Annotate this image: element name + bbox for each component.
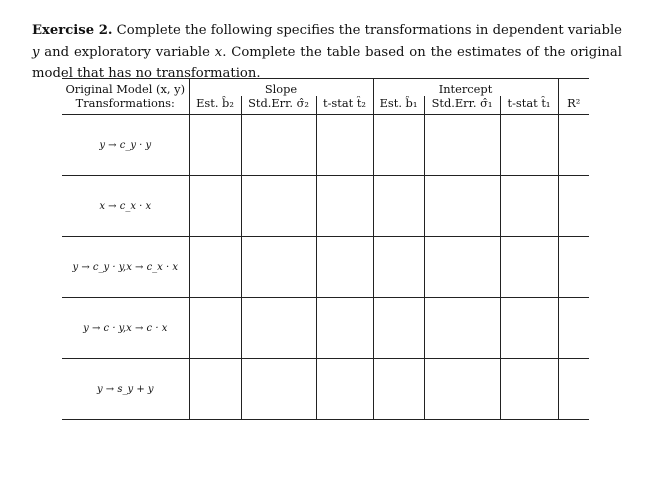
cell-r2[interactable] (558, 298, 589, 359)
cell-intercept-est[interactable] (373, 298, 424, 359)
cell-slope-tstat[interactable] (316, 237, 373, 298)
exercise-text-part-3: . Complete the table based on the estimates of the original model that has no transformation. (32, 44, 622, 81)
cell-intercept-tstat[interactable] (500, 176, 558, 237)
header-intercept-tstat: t-stat t̂₁ (500, 96, 558, 115)
header-slope-tstat: t-stat t̂₂ (316, 96, 373, 115)
cell-slope-stderr[interactable] (241, 115, 316, 176)
cell-intercept-stderr[interactable] (424, 298, 500, 359)
cell-intercept-est[interactable] (373, 176, 424, 237)
cell-slope-est[interactable] (189, 115, 241, 176)
cell-intercept-tstat[interactable] (500, 115, 558, 176)
cell-r2[interactable] (558, 115, 589, 176)
row-transformation-label: y → c_y · y (99, 139, 152, 151)
cell-slope-stderr[interactable] (241, 359, 316, 420)
table-row (62, 176, 589, 237)
header-intercept-stderr: Std.Err. σ̂₁ (424, 96, 500, 115)
cell-intercept-stderr[interactable] (424, 176, 500, 237)
table-row (62, 298, 589, 359)
exercise-text (32, 20, 622, 85)
cell-slope-est[interactable] (189, 237, 241, 298)
cell-slope-tstat[interactable] (316, 298, 373, 359)
cell-slope-tstat[interactable] (316, 176, 373, 237)
header-row-sub (62, 96, 589, 115)
cell-slope-tstat[interactable] (316, 115, 373, 176)
cell-intercept-est[interactable] (373, 237, 424, 298)
cell-r2[interactable] (558, 359, 589, 420)
header-original-model: Original Model (x, y) (65, 82, 186, 96)
header-transformations: Transformations: (75, 96, 175, 110)
table-row (62, 359, 589, 420)
exercise-title: Exercise 2. (32, 23, 113, 38)
cell-intercept-stderr[interactable] (424, 115, 500, 176)
row-transformation-label: y → s_y + y (96, 383, 154, 395)
cell-slope-tstat[interactable] (316, 359, 373, 420)
cell-slope-stderr[interactable] (241, 237, 316, 298)
cell-intercept-est[interactable] (373, 359, 424, 420)
cell-intercept-stderr[interactable] (424, 359, 500, 420)
cell-slope-est[interactable] (189, 298, 241, 359)
transformations-table (62, 78, 589, 420)
table-row (62, 237, 589, 298)
cell-slope-stderr[interactable] (241, 176, 316, 237)
cell-slope-est[interactable] (189, 176, 241, 237)
cell-intercept-tstat[interactable] (500, 298, 558, 359)
header-slope-est: Est. b̂₂ (189, 96, 241, 115)
header-r2: R² (558, 96, 589, 115)
header-intercept: Intercept (373, 79, 558, 96)
header-intercept-est: Est. b̂₁ (373, 96, 424, 115)
cell-intercept-tstat[interactable] (500, 359, 558, 420)
cell-intercept-tstat[interactable] (500, 237, 558, 298)
row-transformation-label: x → c_x · x (99, 200, 152, 212)
cell-r2[interactable] (558, 237, 589, 298)
variable-x: x (214, 44, 223, 60)
exercise-text-part-2: and exploratory variable (39, 44, 215, 60)
header-row-top (62, 79, 589, 96)
header-r2-top-empty (558, 79, 589, 96)
row-transformation-label: y → c · y,x → c · x (83, 322, 168, 334)
cell-intercept-stderr[interactable] (424, 237, 500, 298)
cell-slope-stderr[interactable] (241, 298, 316, 359)
cell-r2[interactable] (558, 176, 589, 237)
cell-slope-est[interactable] (189, 359, 241, 420)
exercise-text-part-1: Complete the following specifies the transformations in dependent variable (116, 23, 622, 38)
variable-y: y (32, 44, 40, 60)
cell-intercept-est[interactable] (373, 115, 424, 176)
header-slope-stderr: Std.Err. σ̂₂ (241, 96, 316, 115)
header-slope: Slope (189, 79, 373, 96)
table-row (62, 115, 589, 176)
row-transformation-label: y → c_y · y,x → c_x · x (72, 261, 178, 273)
